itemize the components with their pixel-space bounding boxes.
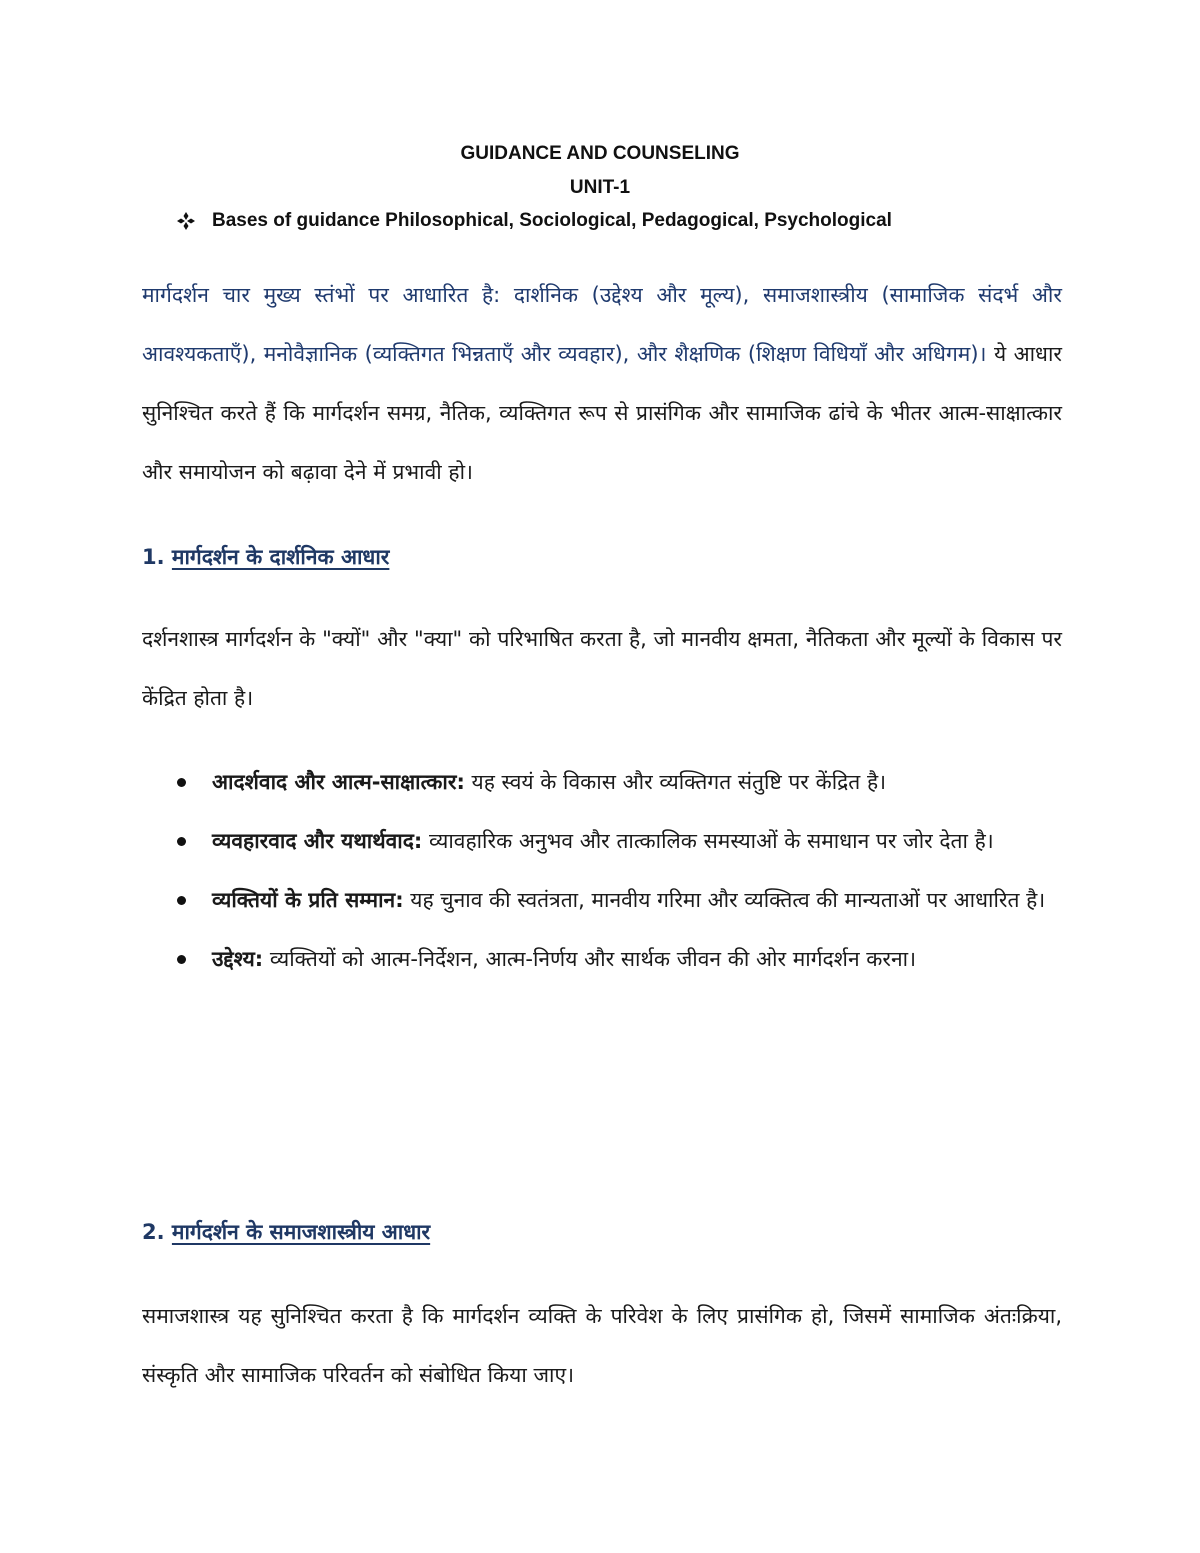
section-2-number: 2.	[142, 1220, 165, 1244]
bases-line	[176, 210, 892, 232]
bullet-term: आदर्शवाद और आत्म-साक्षात्कार:	[212, 770, 465, 794]
section-1-title: मार्गदर्शन के दार्शनिक आधार	[171, 545, 390, 569]
section-2-title: मार्गदर्शन के समाजशास्त्रीय आधार	[171, 1220, 431, 1244]
bullet-text: व्यावहारिक अनुभव और तात्कालिक समस्याओं के समाधान पर जोर देता है।	[422, 829, 994, 853]
unit-label: UNIT-1	[569, 177, 631, 198]
bullet-dot-icon	[177, 778, 186, 787]
bullet-text: यह चुनाव की स्वतंत्रता, मानवीय गरिमा और व्यक्तित्व की मान्यताओं पर आधारित है।	[403, 888, 1046, 912]
bullet-term: व्यक्तियों के प्रति सम्मान:	[212, 888, 404, 912]
bullet-term: व्यवहारवाद और यथार्थवाद:	[212, 829, 423, 853]
section-1-bullet-list	[142, 753, 1062, 989]
list-item	[142, 930, 1062, 989]
section-2-heading	[142, 1218, 430, 1246]
intro-part-2: ये आधार सुनिश्चित करते हैं कि मार्गदर्शन समग्र, नैतिक, व्यक्तिगत रूप से प्रासंगिक और सामाजिक ढांचे के भीतर आत्म-साक्षात्कार और समायोजन को बढ़ावा देने में प्रभावी हो।	[142, 342, 1062, 484]
section-1-number: 1.	[142, 545, 165, 569]
intro-part-1: मार्गदर्शन चार मुख्य स्तंभों पर आधारित है: दार्शनिक (उद्देश्य और मूल्य), समाजशास्त्रीय (सामाजिक संदर्भ और आवश्यकताएँ), मनोवैज्ञानिक (व्यक्तिगत भिन्नताएँ और व्यवहार), और शैक्षणिक (शिक्षण विधियाँ और अधिगम)।	[142, 283, 1062, 366]
list-item	[142, 871, 1062, 930]
bullet-dot-icon	[177, 896, 186, 905]
bases-text: Bases of guidance Philosophical, Sociological, Pedagogical, Psychological	[212, 210, 892, 231]
bullet-text: व्यक्तियों को आत्म-निर्देशन, आत्म-निर्णय और सार्थक जीवन की ओर मार्गदर्शन करना।	[263, 947, 917, 971]
list-item	[142, 812, 1062, 871]
four-diamond-bullet-icon	[176, 211, 196, 231]
bullet-text: यह स्वयं के विकास और व्यक्तिगत संतुष्टि पर केंद्रित है।	[464, 770, 887, 794]
bullet-dot-icon	[177, 837, 186, 846]
bullet-dot-icon	[177, 955, 186, 964]
bullet-term: उद्देश्य:	[212, 947, 264, 971]
document-title: GUIDANCE AND COUNSELING	[460, 143, 740, 164]
intro-paragraph	[142, 266, 1062, 502]
section-1-paragraph: दर्शनशास्त्र मार्गदर्शन के "क्यों" और "क्या" को परिभाषित करता है, जो मानवीय क्षमता, नैतिकता और मूल्यों के विकास पर केंद्रित होता है।	[142, 627, 1062, 710]
list-item	[142, 753, 1062, 812]
section-1-heading	[142, 543, 389, 571]
section-2-paragraph: समाजशास्त्र यह सुनिश्चित करता है कि मार्गदर्शन व्यक्ति के परिवेश के लिए प्रासंगिक हो, जिसमें सामाजिक अंतःक्रिया, संस्कृति और सामाजिक परिवर्तन को संबोधित किया जाए।	[142, 1304, 1062, 1387]
